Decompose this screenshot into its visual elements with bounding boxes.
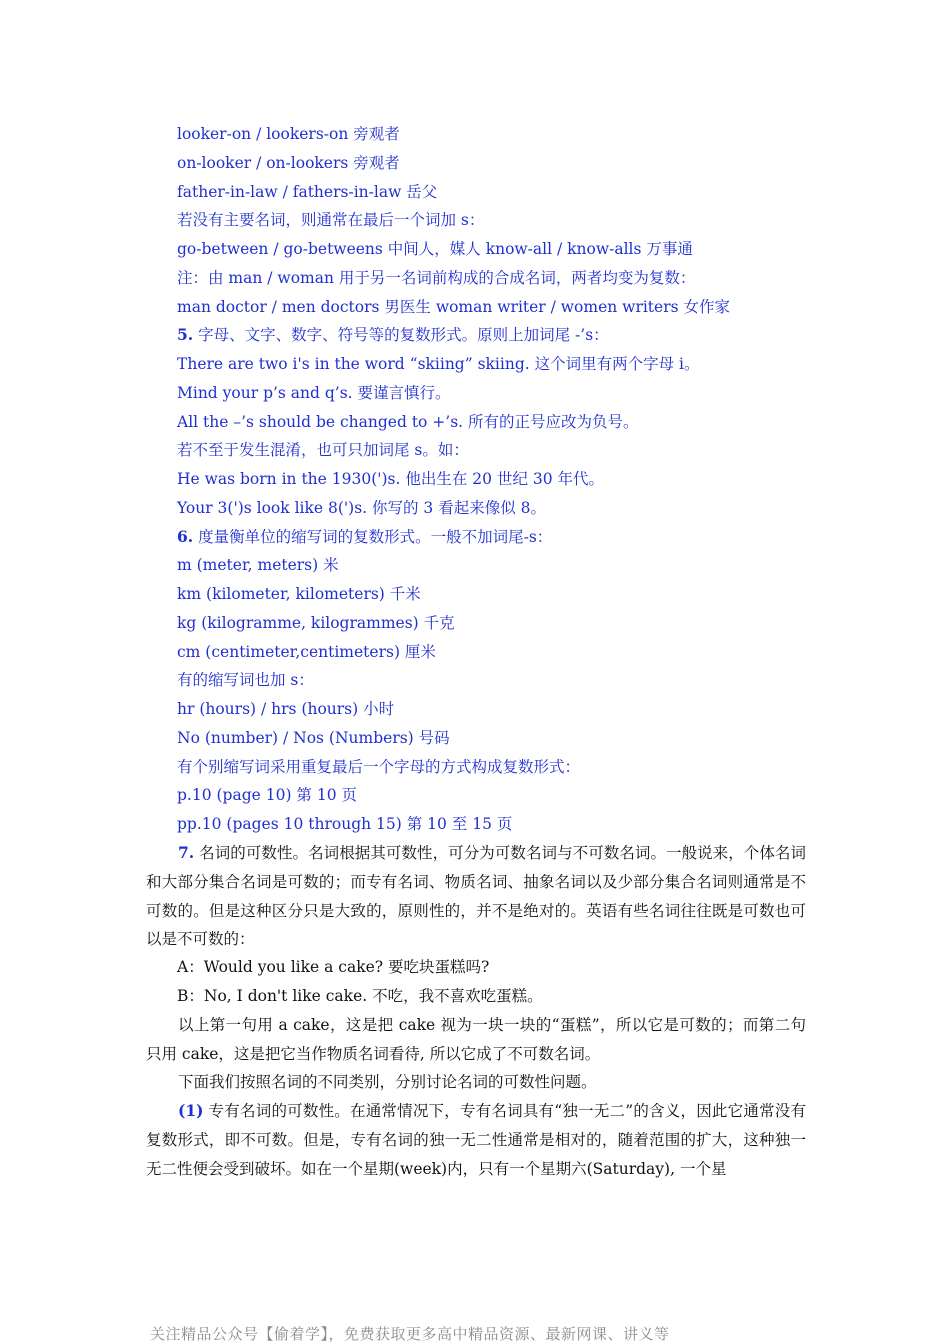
content-line bbox=[177, 383, 451, 403]
paragraph-text: 名词的可数性。名词根据其可数性，可分为可数名词与不可数名词。一般说来，个体名词和大部分集合名词是可数的；而专有名词、物质名词、抽象名词以及少部分集合名词则通常是不可数的。但是这种区分只是大致的，原则性的，并不是绝对的。英语有些名词往往既是可数也可以是不可数的： bbox=[146, 844, 806, 949]
content-line bbox=[177, 584, 421, 604]
content-line bbox=[177, 440, 469, 460]
line-text: 字母、文字、数字、符号等的复数形式。原则上加词尾 -’s： bbox=[193, 326, 609, 345]
content-line bbox=[177, 699, 394, 719]
content-line bbox=[177, 757, 580, 777]
paragraph-text: 专有名词的可数性。在通常情况下，专有名词具有“独一无二”的含义，因此它通常没有复数形式，即不可数。但是，专有名词的独一无二性通常是相对的，随着范围的扩大，这种独一无二性便会受到破坏。如在一个星期(week)内，只有一个星期六(Saturday), 一个星 bbox=[146, 1102, 806, 1178]
content-line bbox=[177, 297, 730, 317]
section-number-7: 7. bbox=[178, 843, 195, 862]
content-line bbox=[177, 153, 400, 173]
paragraph-proper-nouns bbox=[146, 1097, 806, 1183]
line-text: kg (kilogramme, kilogrammes) 千克 bbox=[177, 613, 455, 632]
line-text: go-between / go-betweens 中间人，媒人 know-all / know-alls 万事通 bbox=[177, 240, 693, 258]
section-number-1: (1) bbox=[178, 1101, 204, 1120]
content-line bbox=[177, 412, 639, 432]
line-text: No (number) / Nos (Numbers) 号码 bbox=[177, 728, 450, 747]
line-text: looker-on / lookers-on 旁观者 bbox=[177, 125, 400, 143]
paragraph-countability bbox=[146, 839, 806, 954]
line-text: p.10 (page 10) 第 10 页 bbox=[177, 786, 358, 805]
line-text: on-looker / on-lookers 旁观者 bbox=[177, 153, 400, 172]
content-line bbox=[177, 325, 609, 345]
line-text: Mind your p’s and q’s. 要谨言慎行。 bbox=[177, 383, 451, 402]
line-text: 注：由 man / woman 用于另一名词前构成的合成名词，两者均变为复数： bbox=[177, 268, 696, 287]
line-text: 度量衡单位的缩写词的复数形式。一般不加词尾-s： bbox=[193, 527, 553, 546]
line-text: man doctor / men doctors 男医生 woman writer / women writers 女作家 bbox=[177, 297, 730, 316]
line-text: cm (centimeter,centimeters) 厘米 bbox=[177, 642, 436, 661]
section-number: 6. bbox=[177, 526, 194, 546]
content-line bbox=[177, 239, 693, 259]
line-text: All the –’s should be changed to +’s. 所有的正号应改为负号。 bbox=[177, 412, 639, 431]
section-number: 5. bbox=[177, 325, 194, 345]
content-line bbox=[177, 354, 700, 374]
line-text: 若没有主要名词，则通常在最后一个词加 s： bbox=[177, 211, 485, 230]
content-line bbox=[177, 182, 437, 202]
paragraph-cake-explanation: 以上第一句用 a cake，这是把 cake 视为一块一块的“蛋糕”，所以它是可数的；而第二句只用 cake，这是把它当作物质名词看待, 所以它成了不可数名词。 bbox=[146, 1016, 806, 1063]
content-line bbox=[177, 613, 455, 633]
content-line bbox=[177, 210, 484, 230]
line-text: pp.10 (pages 10 through 15) 第 10 至 15 页 bbox=[177, 815, 513, 833]
paragraph-intro: 下面我们按照名词的不同类别，分别讨论名词的可数性问题。 bbox=[178, 1073, 597, 1091]
content-line bbox=[177, 498, 546, 518]
line-text: 若不至于发生混淆，也可只加词尾 s。如： bbox=[177, 441, 469, 460]
content-line bbox=[177, 785, 357, 805]
line-text: father-in-law / fathers-in-law 岳父 bbox=[177, 182, 438, 201]
content-line bbox=[177, 527, 552, 547]
line-text: Your 3(')s look like 8(')s. 你写的 3 看起来像似 8。 bbox=[177, 498, 547, 517]
dialog-line-a: A：Would you like a cake? 要吃块蛋糕吗? bbox=[177, 958, 490, 976]
content-line bbox=[177, 642, 436, 662]
line-text: km (kilometer, kilometers) 千米 bbox=[177, 585, 421, 603]
dialog-line-b: B：No, I don't like cake. 不吃，我不喜欢吃蛋糕。 bbox=[177, 987, 543, 1005]
footer-promo-text: 关注精品公众号【偷着学】，免费获取更多高中精品资源、最新网课、讲义等 bbox=[150, 1325, 670, 1343]
content-line bbox=[177, 814, 512, 834]
content-line bbox=[177, 670, 314, 690]
line-text: He was born in the 1930(')s. 他出生在 20 世纪 30 年代。 bbox=[177, 470, 605, 488]
content-line bbox=[177, 124, 400, 144]
line-text: 有个别缩写词采用重复最后一个字母的方式构成复数形式： bbox=[177, 757, 581, 776]
content-line bbox=[177, 555, 339, 575]
content-line bbox=[177, 728, 450, 748]
line-text: 有的缩写词也加 s： bbox=[177, 671, 314, 690]
content-line bbox=[177, 268, 695, 288]
line-text: There are two i's in the word “skiing” skiing. 这个词里有两个字母 i。 bbox=[177, 355, 700, 373]
line-text: hr (hours) / hrs (hours) 小时 bbox=[177, 700, 395, 718]
line-text: m (meter, meters) 米 bbox=[177, 556, 339, 575]
content-line bbox=[177, 469, 604, 489]
